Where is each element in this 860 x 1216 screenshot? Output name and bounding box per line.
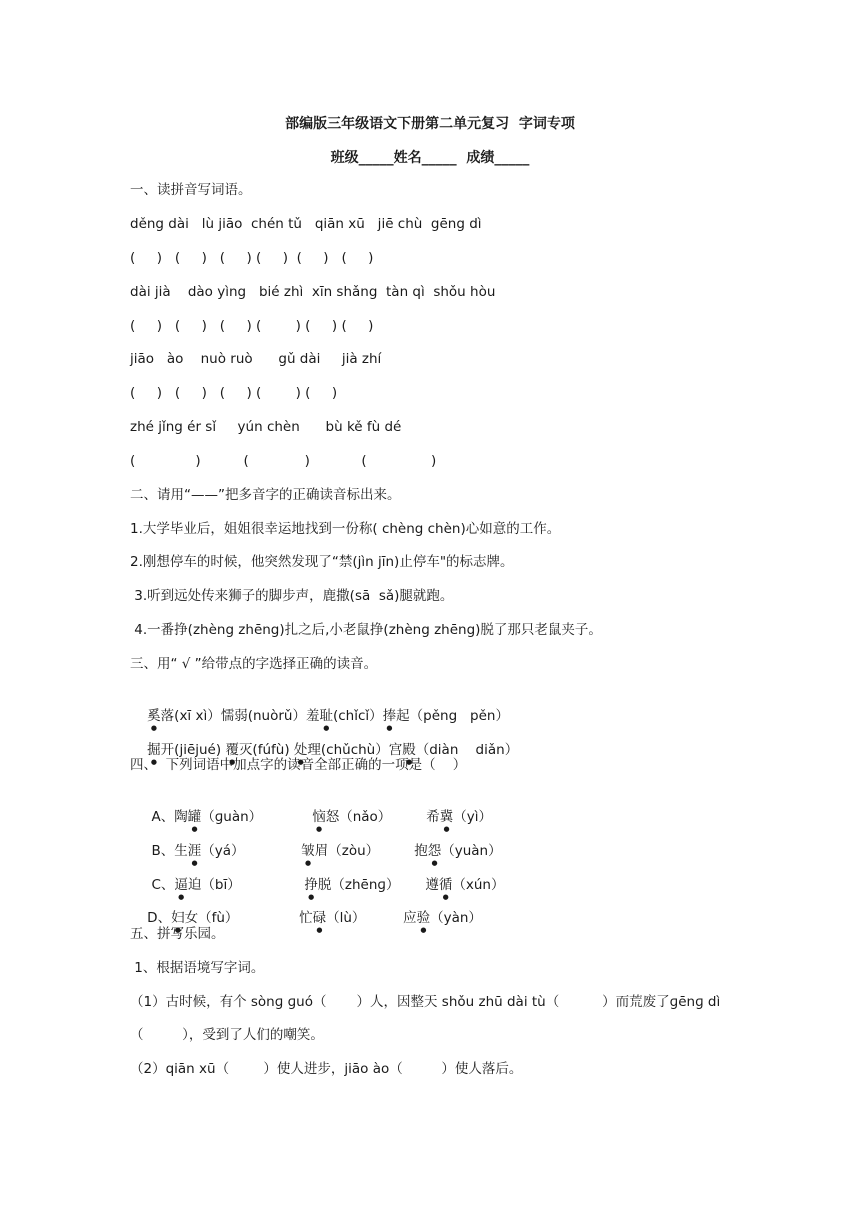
option-word-3: 应验（yàn）: [403, 910, 482, 926]
section2-question-1: 1.大学毕业后，姐姐很幸运地找到一份称( chèng chèn)心如意的工作。: [130, 521, 561, 537]
section2-question-2: 2.刚想停车的时候，他突然发现了“禁(jìn jīn)止停车"的标志牌。: [130, 554, 514, 570]
option-word-3: 遵循（xún）: [425, 877, 505, 893]
section2-question-3: 3.听到远处传来狮子的脚步声，鹿撒(sā sǎ)腿就跑。: [130, 588, 454, 604]
option-d: D、妇女（fù） 忙碌（lù） 应验（yàn）: [130, 891, 482, 952]
word-item: 懦弱(nuòrǔ）: [220, 708, 306, 724]
option-word-1: 逼迫（bī）: [174, 877, 241, 893]
section2-question-4: 4.一番挣(zhèng zhēng)扎之后,小老鼠挣(zhèng zhēng)脱了那只老鼠夹子。: [130, 622, 602, 638]
option-word-3: 抱怨（yuàn）: [414, 843, 502, 859]
pinyin-row-4: zhé jǐng ér sǐ yún chèn bù kě fù dé: [130, 419, 402, 435]
option-word-1: 妇女（fù）: [171, 910, 239, 926]
option-word-1: 生涯（yá）: [174, 843, 245, 859]
section4-heading: 四、 下列词语中加点字的读音全部正确的一项是（ ）: [130, 757, 467, 773]
page-title: 部编版三年级语文下册第二单元复习 字词专项: [285, 116, 575, 132]
option-b: B、生涯（yá） 皱眉（zòu） 抱怨（yuàn）: [130, 824, 502, 885]
word-item: 宫殿（diàn diǎn）: [388, 742, 519, 758]
section5-heading: 五、拼写乐园。: [130, 926, 225, 942]
section5-question-2: （2）qiān xū（ ）使人进步，jiāo ào（ ）使人落后。: [130, 1061, 523, 1077]
word-item: 羞耻(chǐcǐ）: [305, 708, 383, 724]
option-c: C、逼迫（bī） 挣脱（zhēnɡ） 遵循（xún）: [130, 858, 505, 919]
pinyin-row-1: děng dài lù jiāo chén tǔ qiān xū jiē chù gēng dì: [130, 216, 482, 232]
word-item: 捧起（pěng pěn）: [382, 708, 509, 724]
option-word-3: 希冀（yì）: [426, 809, 492, 825]
section2-heading: 二、请用“——”把多音字的正确读音标出来。: [130, 487, 401, 503]
option-word-2: 恼怒（nǎo）: [312, 809, 392, 825]
word-item: 掘开(jiējué): [147, 742, 222, 758]
word-item: 奚落(xī xì）: [147, 708, 221, 724]
option-a: A、陶罐（ɡuàn） 恼怒（nǎo） 希冀（yì）: [130, 790, 492, 851]
pinyin-row-2: dài jià dào yìng bié zhì xīn shǎng tàn qì shǒu hòu: [130, 284, 496, 300]
answer-brackets-row-4: ( ) ( ) ( ): [130, 453, 437, 469]
section3-heading: 三、用“ √ ”给带点的字选择正确的读音。: [130, 656, 378, 672]
section5-sub-heading: 1、根据语境写字词。: [130, 960, 265, 976]
answer-brackets-row-1: ( ) ( ) ( ) ( ) ( ) ( ): [130, 250, 374, 266]
option-word-2: 挣脱（zhēnɡ）: [304, 877, 400, 893]
section5-question-1-continued: （ ），受到了人们的嘲笑。: [130, 1027, 324, 1043]
section3-row-2: [130, 723, 518, 784]
word-item: 覆灭(fúfù): [225, 742, 290, 758]
answer-brackets-row-3: ( ) ( ) ( ) ( ) ( ): [130, 385, 338, 401]
section5-question-1: （1）古时候，有个 sònɡ ɡuó（ ）人，因整天 shǒu zhū dài tù（ ）而荒废了ɡēnɡ dì: [130, 994, 721, 1010]
option-word-2: 忙碌（lù）: [299, 910, 366, 926]
word-item: 处理(chǔchù）: [293, 742, 389, 758]
section1-heading: 一、读拼音写词语。: [130, 182, 252, 198]
option-word-2: 皱眉（zòu）: [301, 843, 380, 859]
student-info-line: 班级_____姓名_____ 成绩_____: [330, 150, 530, 166]
pinyin-row-3: jiāo ào nuò ruò gǔ dài jià zhí: [130, 351, 382, 367]
option-word-1: 陶罐（ɡuàn）: [174, 809, 263, 825]
answer-brackets-row-2: ( ) ( ) ( ) ( ) ( ) ( ): [130, 318, 374, 334]
